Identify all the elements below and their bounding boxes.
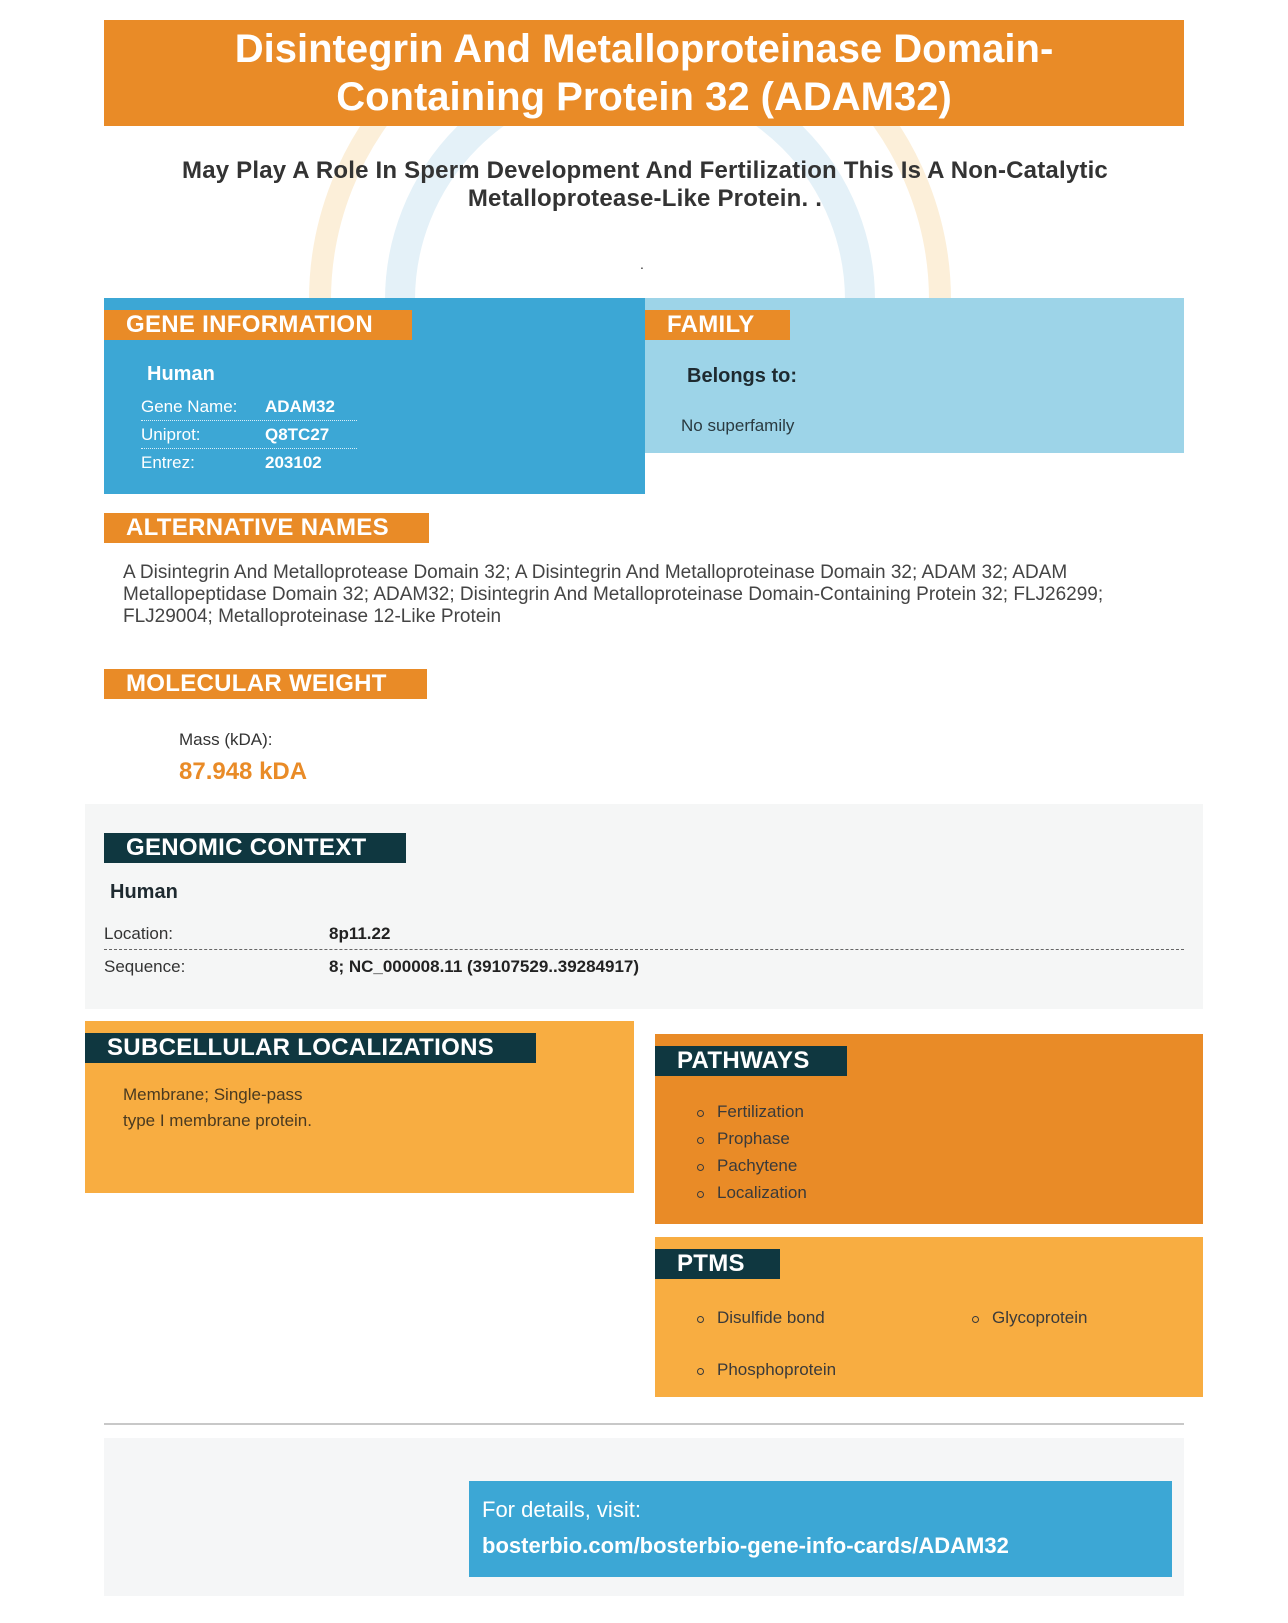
genomic-row-sequence: [104, 950, 1184, 984]
subtitle-dot: .: [640, 256, 644, 272]
list-item: Disulfide bond: [697, 1308, 836, 1360]
location-value: 8p11.22: [329, 923, 391, 943]
gene-info-species: Human: [147, 363, 215, 385]
page-title: Disintegrin And Metalloproteinase Domain-Containing Protein 32 (ADAM32): [234, 27, 1054, 119]
ptms-list-col-1: [697, 1308, 836, 1387]
family-value: No superfamily: [681, 416, 795, 435]
list-item: Prophase: [697, 1129, 807, 1156]
entrez-label: Entrez:: [141, 452, 195, 472]
ptms-header: PTMS: [655, 1249, 780, 1279]
gene-name-label: Gene Name:: [141, 397, 238, 416]
footer-link[interactable]: bosterbio.com/bosterbio-gene-info-cards/ADAM32: [482, 1533, 1009, 1558]
pathways-list: [697, 1102, 807, 1210]
mol-weight-header: MOLECULAR WEIGHT: [104, 669, 427, 699]
genomic-table: [104, 918, 1184, 984]
alt-names-text: A Disintegrin And Metalloprotease Domain 32; A Disintegrin And Metalloproteinase Domain 32; ADAM 32; ADAM Metallopeptidase Domain 32; ADAM32; Disintegrin And Metalloproteinase Domain-Containing Protein 32; FLJ26299; FLJ29004; Metalloproteinase 12-Like Protein: [123, 562, 1104, 627]
footer-visit-text: For details, visit:: [482, 1497, 641, 1522]
gene-info-table: [141, 394, 357, 476]
sequence-value: 8; NC_000008.11 (39107529..39284917): [329, 957, 640, 976]
uniprot-label: Uniprot:: [141, 424, 201, 444]
pathways-header: PATHWAYS: [655, 1046, 847, 1076]
ptms-list-col-2: [972, 1308, 1087, 1335]
gene-info-header: GENE INFORMATION: [104, 310, 412, 340]
genomic-row-location: [104, 918, 1184, 950]
entrez-value: 203102: [265, 452, 322, 472]
sequence-label: Sequence:: [104, 957, 186, 976]
mass-label: Mass (kDA):: [179, 730, 273, 749]
list-item: Pachytene: [697, 1156, 807, 1183]
gene-info-row: [141, 449, 357, 476]
mass-value: 87.948 kDA: [179, 758, 308, 785]
gene-info-row: [141, 394, 357, 421]
genomic-species: Human: [110, 881, 178, 903]
subcellular-line-2: type I membrane protein.: [123, 1111, 312, 1130]
family-header: FAMILY: [645, 310, 790, 340]
subtitle: May Play A Role In Sperm Development And Fertilization This Is A Non-Catalytic Metalloprotease-Like Protein. .: [182, 157, 1108, 212]
list-item: Glycoprotein: [972, 1308, 1087, 1335]
gene-name-value: ADAM32: [265, 397, 335, 416]
title-banner: [104, 20, 1184, 126]
gene-info-row: [141, 421, 357, 449]
divider: [104, 1423, 1184, 1425]
alt-names-header: ALTERNATIVE NAMES: [104, 513, 429, 543]
footer-link-box[interactable]: [469, 1481, 1172, 1577]
list-item: Localization: [697, 1183, 807, 1210]
location-label: Location:: [104, 923, 173, 943]
subcellular-line-1: Membrane; Single-pass: [123, 1085, 303, 1104]
list-item: Phosphoprotein: [697, 1360, 836, 1387]
uniprot-value: Q8TC27: [265, 424, 330, 444]
genomic-header: GENOMIC CONTEXT: [104, 833, 406, 863]
family-belongs-label: Belongs to:: [687, 365, 797, 387]
subcellular-header: SUBCELLULAR LOCALIZATIONS: [85, 1033, 536, 1063]
list-item: Fertilization: [697, 1102, 807, 1129]
